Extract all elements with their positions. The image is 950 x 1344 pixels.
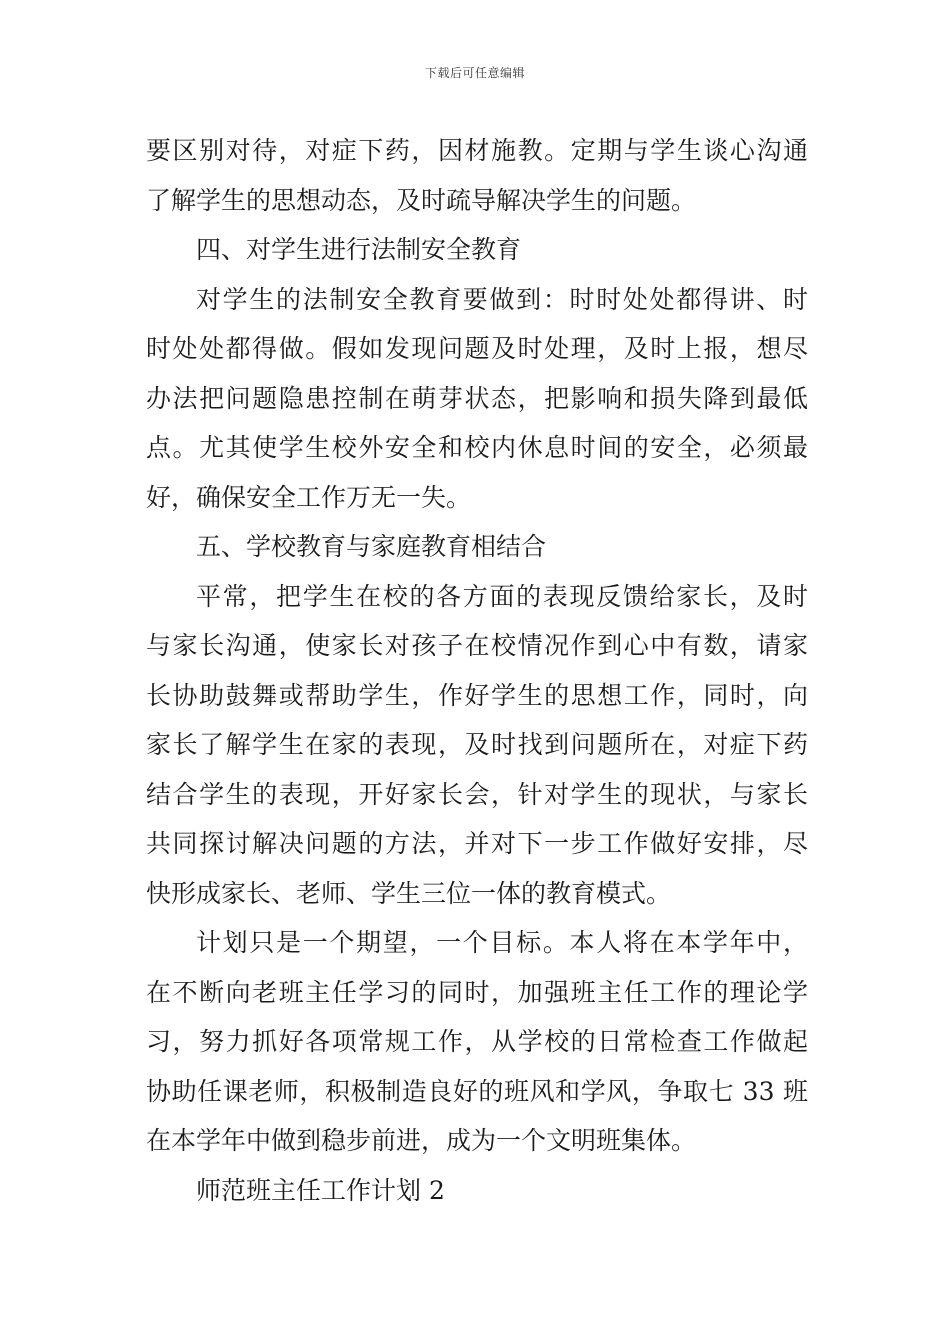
text-line: 快形成家长、老师、学生三位一体的教育模式。 <box>146 878 672 908</box>
text-line: 在不断向老班主任学习的同时，加强班主任工作的理论学 <box>146 977 808 1007</box>
text-line: 师范班主任工作计划 2 <box>196 1175 445 1205</box>
text-line: 四、对学生进行法制安全教育 <box>196 235 522 264</box>
text-line: 要区别对待，对症下药，因材施教。定期与学生谈心沟通 <box>146 136 808 165</box>
text-line: 共同探讨解决问题的方法，并对下一步工作做好安排，尽 <box>146 829 808 858</box>
text-line: 在本学年中做到稳步前进，成为一个文明班集体。 <box>146 1126 697 1155</box>
text-line: 协助任课老师，积极制造良好的班风和学风，争取七 33 班 <box>146 1076 808 1106</box>
text-line: 办法把问题隐患控制在萌芽状态，把影响和损失降到最低 <box>146 383 808 413</box>
text-line: 计划只是一个期望，一个目标。本人将在本学年中， <box>196 928 808 957</box>
text-line: 习，努力抓好各项常规工作，从学校的日常检查工作做起 <box>146 1027 808 1056</box>
text-line: 长协助鼓舞或帮助学生，作好学生的思想工作，同时，向 <box>146 680 808 710</box>
page-header-note: 下载后可任意编辑 <box>424 66 525 80</box>
text-line: 对学生的法制安全教育要做到：时时处处都得讲、时 <box>196 284 808 314</box>
text-line: 家长了解学生在家的表现，及时找到问题所在，对症下药 <box>146 730 808 759</box>
text-line: 点。尤其使学生校外安全和校内休息时间的安全，必须最 <box>146 433 808 462</box>
text-line: 时处处都得做。假如发现问题及时处理，及时上报，想尽 <box>146 334 808 363</box>
text-line: 好，确保安全工作万无一失。 <box>146 482 472 512</box>
document-body <box>146 126 808 1215</box>
text-line: 结合学生的表现，开好家长会，针对学生的现状，与家长 <box>146 779 808 809</box>
text-line: 平常，把学生在校的各方面的表现反馈给家长，及时 <box>196 581 808 611</box>
text-line: 了解学生的思想动态，及时疏导解决学生的问题。 <box>146 185 697 215</box>
text-line: 五、学校教育与家庭教育相结合 <box>196 532 547 561</box>
text-line: 与家长沟通，使家长对孩子在校情况作到心中有数，请家 <box>146 631 808 660</box>
